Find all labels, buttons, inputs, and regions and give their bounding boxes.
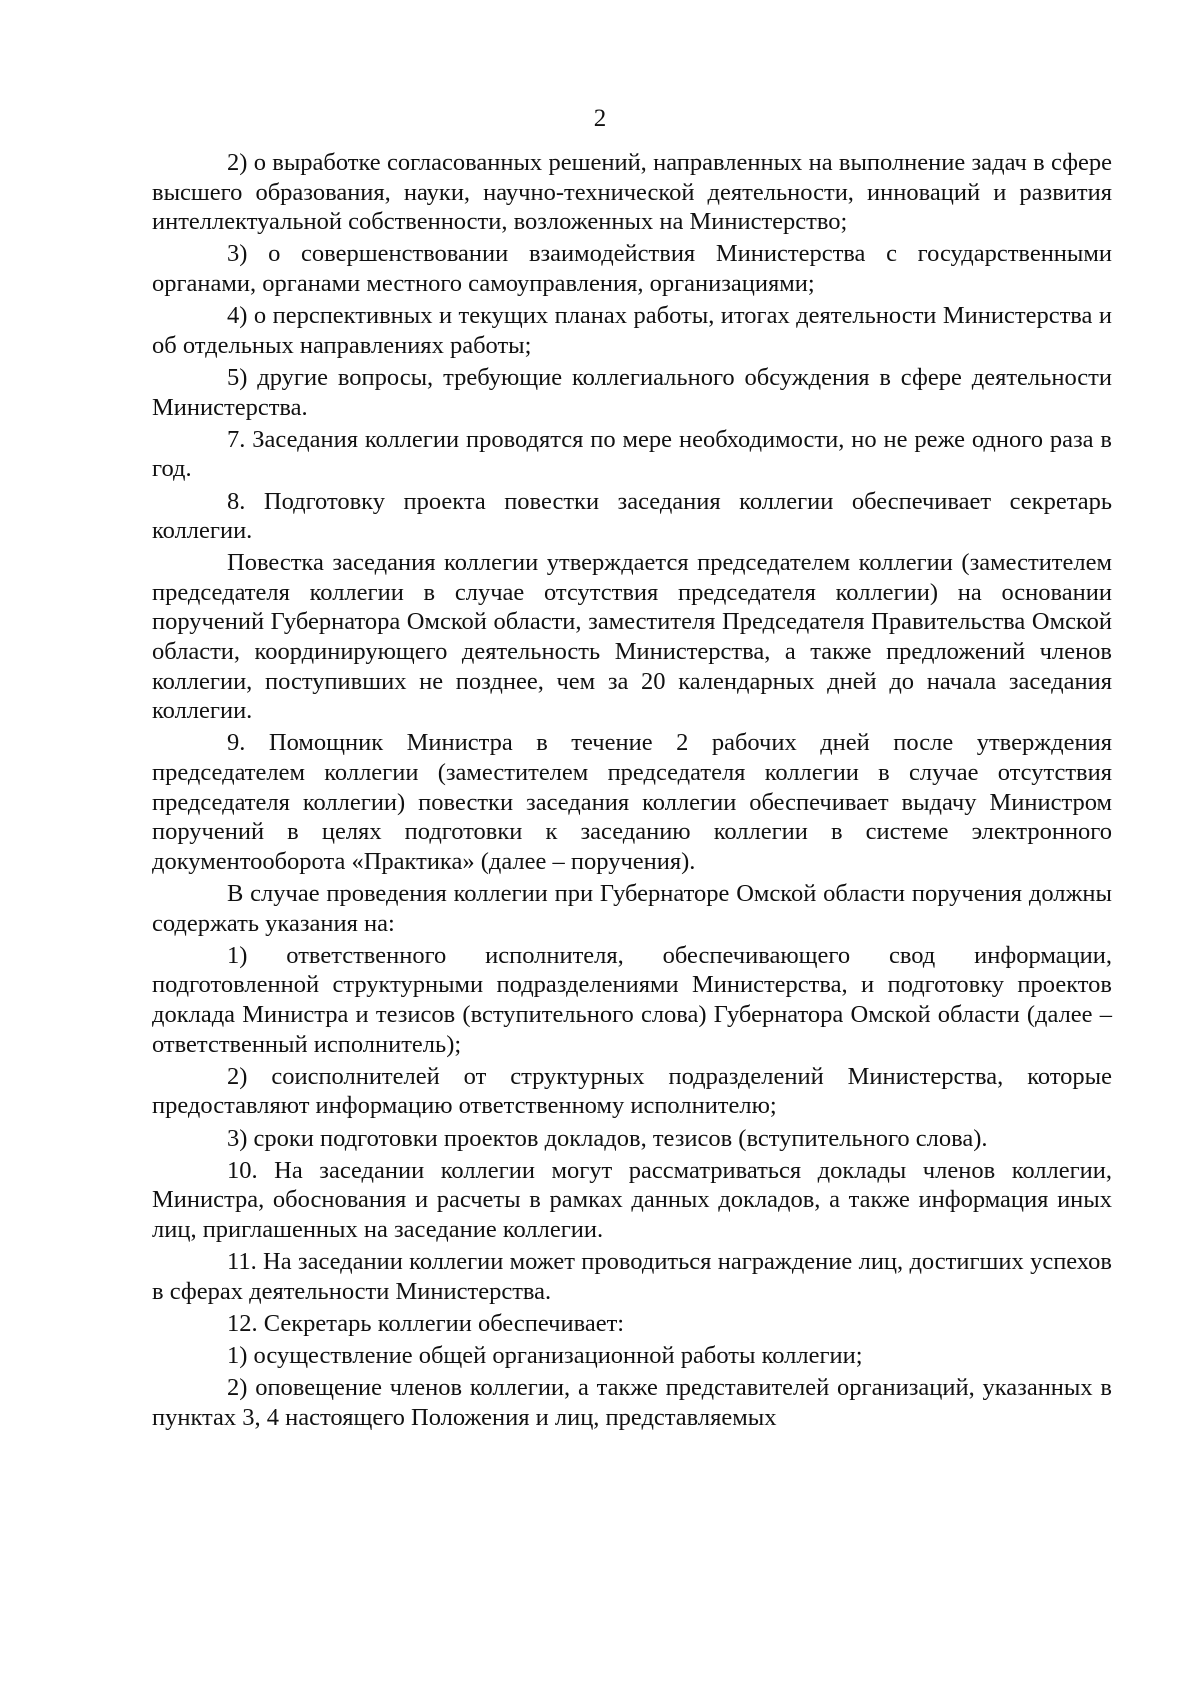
- paragraph-clause-10: 10. На заседании коллегии могут рассматриваться доклады членов коллегии, Министра, обоснования и расчеты в рамках данных докладов, а также информация иных лиц, приглашенных на заседание коллегии.: [152, 1156, 1112, 1243]
- paragraph-clause-9: 9. Помощник Министра в течение 2 рабочих дней после утверждения председателем коллегии (заместителем председателя коллегии в случае отсутствия председателя коллегии) повестки заседания коллегии обеспечивает выдачу Министром поручений в целях подготовки к заседанию коллегии в системе электронного документооборота «Практика» (далее – поручения).: [152, 729, 1112, 875]
- paragraph-instruction-1: 1) ответственного исполнителя, обеспечивающего свод информации, подготовленной структурными подразделениями Министерства, и подготовку проектов доклада Министра и тезисов (вступительного слова) Губернатора Омской области (далее – ответственный исполнитель);: [152, 941, 1112, 1058]
- page-number: 2: [593, 105, 607, 132]
- paragraph-item-5-other-issues: 5) другие вопросы, требующие коллегиального обсуждения в сфере деятельности Министерства.: [152, 363, 1112, 421]
- paragraph-clause-12: 12. Секретарь коллегии обеспечивает:: [227, 1309, 625, 1337]
- paragraph-item-2-agreed-decisions: 2) о выработке согласованных решений, направленных на выполнение задач в сфере высшего образования, науки, научно-технической деятельности, инноваций и развития интеллектуальной собственности, возложенных на Министерство;: [152, 149, 1112, 236]
- paragraph-item-3-interaction: 3) о совершенствовании взаимодействия Министерства с государственными органами, органами местного самоуправления, организациями;: [152, 240, 1112, 297]
- paragraph-clause-7: 7. Заседания коллегии проводятся по мере необходимости, но не реже одного раза в год.: [152, 425, 1112, 483]
- paragraph-secretary-duty-2: 2) оповещение членов коллегии, а также представителей организаций, указанных в пунктах 3, 4 настоящего Положения и лиц, представляемых: [152, 1374, 1112, 1431]
- paragraph-agenda-approval: Повестка заседания коллегии утверждается председателем коллегии (заместителем председателя коллегии в случае отсутствия председателя коллегии) на основании поручений Губернатора Омской области, заместителя Председателя Правительства Омской области, координирующего деятельность Министерства, а также предложений членов коллегии, поступивших не позднее, чем за 20 календарных дней до начала заседания коллегии.: [152, 549, 1112, 725]
- document-body: [152, 148, 1112, 1435]
- paragraph-item-4-plans: 4) о перспективных и текущих планах работы, итогах деятельности Министерства и об отдельных направлениях работы;: [152, 302, 1112, 359]
- paragraph-instruction-2: 2) соисполнителей от структурных подразделений Министерства, которые предоставляют информацию ответственному исполнителю;: [152, 1062, 1112, 1120]
- paragraph-clause-8: 8. Подготовку проекта повестки заседания коллегии обеспечивает секретарь коллегии.: [152, 487, 1112, 545]
- paragraph-clause-11: 11. На заседании коллегии может проводиться награждение лиц, достигших успехов в сферах деятельности Министерства.: [152, 1248, 1112, 1305]
- paragraph-secretary-duty-1: 1) осуществление общей организационной работы коллегии;: [227, 1342, 863, 1370]
- paragraph-governor-case: В случае проведения коллегии при Губернаторе Омской области поручения должны содержать указания на:: [152, 880, 1112, 937]
- paragraph-instruction-3: 3) сроки подготовки проектов докладов, тезисов (вступительного слова).: [227, 1124, 988, 1152]
